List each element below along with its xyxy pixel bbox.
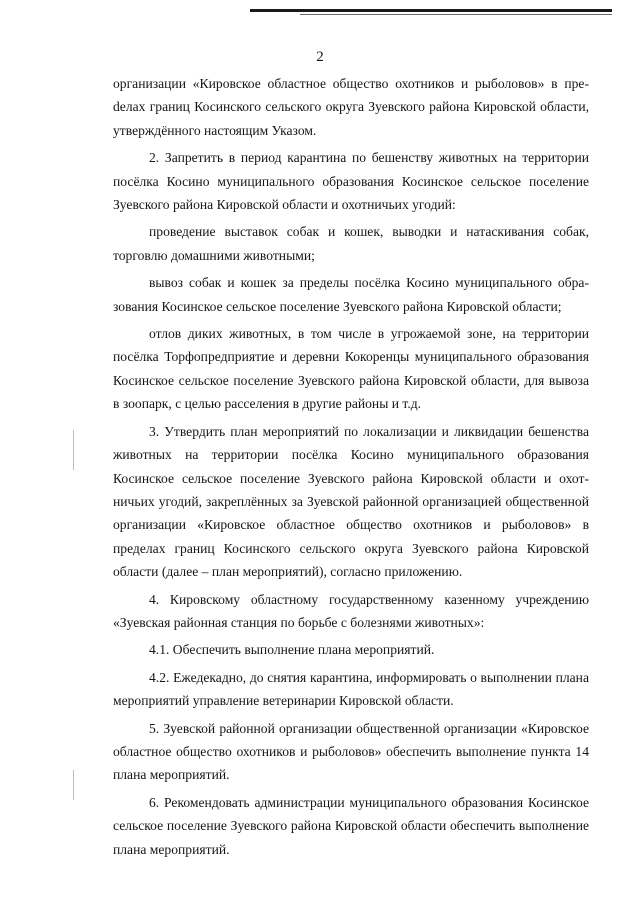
scan-edge-mark — [73, 430, 74, 470]
scan-edge-mark — [73, 770, 74, 800]
header-rule-shadow — [300, 14, 612, 15]
paragraph-item-4: 4. Кировскому областному государственному казенному учреждению «Зуевская районная станция по борьбе с болезнями животных»: — [113, 591, 589, 630]
paragraph-item-6: 6. Рекомендовать администрации муниципального образования Косинское сельское поселение Зуевского района Кировской области обеспечить выполнение плана мероприятий. — [113, 794, 589, 857]
paragraph-item-4-1: 4.1. Обеспечить выполнение плана мероприятий. — [149, 642, 435, 658]
paragraph-item-2: 2. Запретить в период карантина по бешенству животных на территории посёлка Косино муниципального образования Косинское сельское поселение Зуевского района Кировской области и охотничьих угодий: — [113, 150, 589, 213]
paragraph-item-4-2: 4.2. Ежедекадно, до снятия карантина, информировать о выполнении плана мероприятий управление ветеринарии Кировской области. — [113, 669, 589, 709]
page-number: 2 — [316, 49, 324, 65]
paragraph-item-3: 3. Утвердить план мероприятий по локализации и ликвидации бешенства животных на территории посёлка Косино муниципального образования Косинское сельское поселение Зуевского района Кировской области и охотничьих угодий, закреплённых за Зуевской районной организацией общественной организации «Кировское областное общество охотников и рыболовов» в пределах границ Косинского сельского округа Зуевского района Кировской области (далее – план мероприятий), согласно приложению. — [113, 423, 589, 580]
paragraph-subitem-export: вывоз собак и кошек за пределы посёлка Косино муниципального образования Косинское сельское поселение Зуевского района Кировской области; — [113, 275, 589, 314]
paragraph-subitem-exhibitions: проведение выставок собак и кошек, выводки и натаскивания собак, торговлю домашними животными; — [113, 224, 589, 263]
paragraph-item-5: 5. Зуевской районной организации общественной организации «Кировское областное общество охотников и рыболовов» обеспечить выполнение пункта 14 плана мероприятий. — [113, 720, 589, 783]
header-rule — [250, 9, 612, 12]
paragraph-continuation: организации «Кировское областное общество охотников и рыболовов» в преdелах границ Косинского сельского округа Зуевского района Кировской области, утверждённого настоящим Указом. — [113, 76, 589, 138]
document-body — [113, 72, 589, 865]
paragraph-subitem-capture: отлов диких животных, в том числе в угрожаемой зоне, на территории посёлка Торфопредприятие и деревни Кокоренцы муниципального образования Косинское сельское поселение Зуевского района Кировской области, для вывоза в зоопарк, с целью расселения в другие районы и т.д. — [113, 326, 589, 412]
